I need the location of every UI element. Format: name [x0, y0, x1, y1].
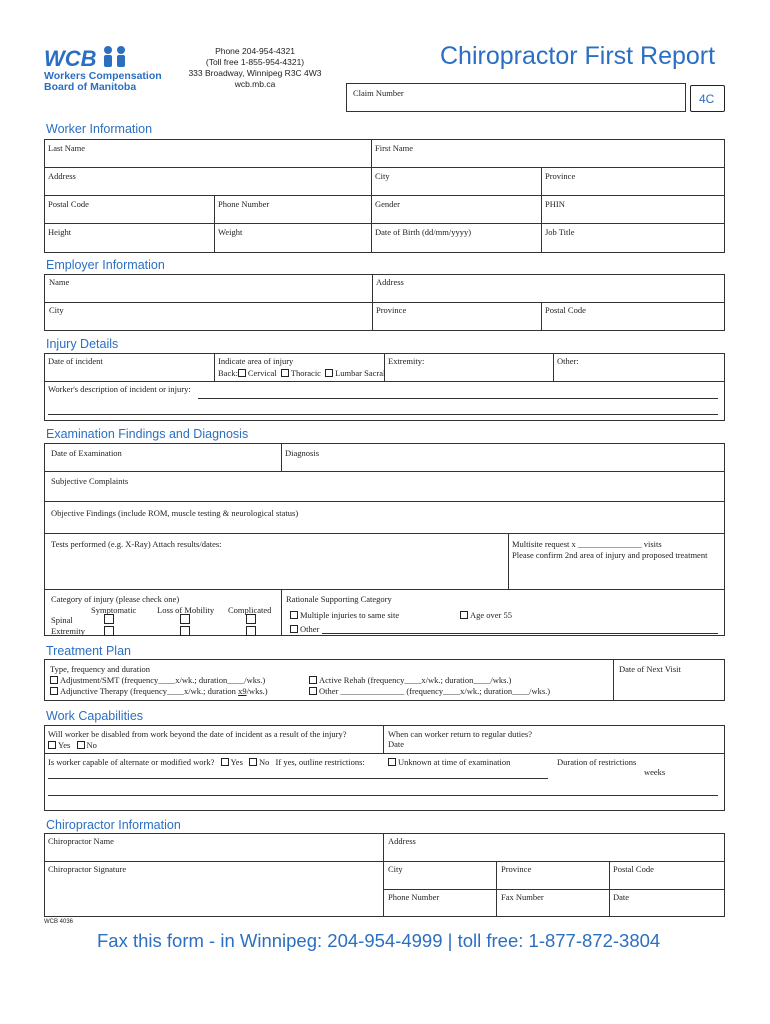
disabled-no-label: No [86, 740, 97, 750]
org-name-line2: Board of Manitoba [44, 81, 137, 93]
category-loss-mobility-label: Loss of Mobility [157, 605, 215, 615]
other-rationale-line[interactable] [322, 633, 718, 634]
worker-address[interactable]: Address [48, 171, 76, 181]
claim-number-field[interactable] [346, 83, 686, 112]
chiro-name[interactable]: Chiropractor Name [48, 836, 114, 846]
active-rehab-label: Active Rehab (frequency____x/wk.; duration____/wks.) [319, 675, 512, 685]
section-work-heading: Work Capabilities [46, 709, 144, 723]
return-question: When can worker return to regular duties? [388, 729, 532, 739]
disabled-no-checkbox[interactable] [77, 741, 85, 749]
exam-date[interactable]: Date of Examination [51, 448, 122, 458]
injury-description-line2[interactable] [48, 414, 718, 415]
chiro-postal-code[interactable]: Postal Code [613, 864, 654, 874]
worker-job-title[interactable]: Job Title [545, 227, 575, 237]
alternate-row [48, 757, 365, 767]
lumbar-checkbox[interactable] [325, 369, 333, 377]
exam-multisite[interactable]: Multisite request x _______________ visits [512, 539, 662, 549]
cervical-label: Cervical [247, 368, 277, 378]
extremity-complicated-checkbox[interactable] [246, 626, 256, 636]
injury-back-row [218, 368, 385, 378]
worker-dob[interactable]: Date of Birth (dd/mm/yyyy) [375, 227, 472, 237]
adjunctive-duration-value[interactable]: x9 [238, 686, 247, 696]
exam-subjective[interactable]: Subjective Complaints [51, 476, 129, 486]
thoracic-checkbox[interactable] [281, 369, 289, 377]
worker-height[interactable]: Height [48, 227, 72, 237]
chiro-signature[interactable]: Chiropractor Signature [48, 864, 127, 874]
employer-city[interactable]: City [49, 305, 64, 315]
worker-gender[interactable]: Gender [375, 199, 401, 209]
employer-name[interactable]: Name [49, 277, 70, 287]
page-title: Chiropractor First Report [440, 42, 716, 70]
injury-other[interactable]: Other: [557, 356, 579, 366]
adjustment-label: Adjustment/SMT (frequency____x/wk.; duration____/wks.) [60, 675, 266, 685]
chiro-date[interactable]: Date [613, 892, 630, 902]
section-worker-heading: Worker Information [46, 122, 153, 136]
treatment-type-label: Type, frequency and duration [50, 664, 150, 674]
fax-instructions: Fax this form - in Winnipeg: 204-954-4999 | toll free: 1-877-872-3804 [97, 930, 661, 951]
unknown-label: Unknown at time of examination [398, 757, 511, 767]
exam-diagnosis[interactable]: Diagnosis [285, 448, 319, 458]
alternate-yes-checkbox[interactable] [221, 758, 229, 766]
form-number: WCB 4036 [44, 919, 74, 925]
duration-weeks: weeks [644, 767, 666, 777]
duration-restrictions[interactable]: Duration of restrictions [557, 757, 637, 767]
section-employer-heading: Employer Information [46, 258, 165, 272]
alternate-no-label: No [259, 757, 270, 767]
employer-postal-code[interactable]: Postal Code [545, 305, 586, 315]
worker-city[interactable]: City [375, 171, 390, 181]
spinal-symptomatic-checkbox[interactable] [104, 614, 114, 624]
active-rehab-checkbox[interactable] [309, 676, 317, 684]
adjunctive-checkbox[interactable] [50, 687, 58, 695]
spinal-loss-mobility-checkbox[interactable] [180, 614, 190, 624]
claim-number-label: Claim Number [353, 88, 404, 98]
contact-phone: Phone 204-954-4321 [215, 46, 295, 56]
exam-confirm: Please confirm 2nd area of injury and proposed treatment [512, 550, 708, 560]
adjunctive-label-end: /wks.) [246, 686, 268, 696]
category-extremity-label: Extremity [51, 626, 85, 636]
section-treatment-heading: Treatment Plan [46, 644, 131, 658]
injury-description-line1[interactable] [198, 398, 718, 399]
worker-weight[interactable]: Weight [218, 227, 243, 237]
other-rationale-label: Other [300, 624, 320, 634]
employer-province[interactable]: Province [376, 305, 407, 315]
disabled-answer-row [48, 740, 97, 750]
outline-restrictions-label: If yes, outline restrictions: [275, 757, 365, 767]
wcb-logo [44, 44, 174, 94]
contact-web: wcb.mb.ca [234, 79, 276, 89]
worker-phone[interactable]: Phone Number [218, 199, 270, 209]
rationale-label: Rationale Supporting Category [286, 594, 392, 604]
adjustment-checkbox[interactable] [50, 676, 58, 684]
category-spinal-label: Spinal [51, 615, 73, 625]
extremity-symptomatic-checkbox[interactable] [104, 626, 114, 636]
extremity-loss-mobility-checkbox[interactable] [180, 626, 190, 636]
chiro-fax[interactable]: Fax Number [501, 892, 544, 902]
injury-area-label: Indicate area of injury [218, 356, 294, 366]
svg-text:WCB: WCB [44, 46, 97, 71]
restrictions-line2[interactable] [48, 795, 718, 796]
alternate-yes-label: Yes [230, 757, 243, 767]
contact-tollfree: (Toll free 1-855-954-4321) [205, 57, 305, 67]
lumbar-label: Lumbar Sacral [335, 368, 386, 378]
chiro-address[interactable]: Address [388, 836, 416, 846]
next-visit-date[interactable]: Date of Next Visit [619, 664, 681, 674]
back-label: Back: [218, 368, 238, 378]
unknown-row [388, 757, 510, 767]
chiro-phone[interactable]: Phone Number [388, 892, 440, 902]
rationale-other-row [290, 624, 319, 634]
worker-phin[interactable]: PHIN [545, 199, 565, 209]
injury-description-label: Worker's description of incident or injury: [48, 384, 191, 394]
exam-category-label: Category of injury (please check one) [51, 594, 180, 604]
section-exam-heading: Examination Findings and Diagnosis [46, 427, 249, 441]
worker-first-name[interactable]: First Name [375, 143, 414, 153]
form-code-badge [690, 85, 725, 112]
injury-extremity[interactable]: Extremity: [388, 356, 425, 366]
restrictions-line1[interactable] [48, 778, 548, 779]
form-code-text: 4C [699, 92, 715, 106]
adjunctive-label: Adjunctive Therapy (frequency____x/wk.; duration [60, 686, 236, 696]
spinal-complicated-checkbox[interactable] [246, 614, 256, 624]
worker-postal-code[interactable]: Postal Code [48, 199, 89, 209]
category-complicated-label: Complicated [228, 605, 272, 615]
return-date[interactable]: Date [388, 739, 405, 749]
org-name-line1: Workers Compensation [44, 70, 162, 82]
alternate-no-checkbox[interactable] [249, 758, 257, 766]
rationale-age-row [460, 610, 512, 620]
multiple-injuries-checkbox[interactable] [290, 611, 298, 619]
category-symptomatic-label: Symptomatic [91, 605, 137, 615]
disabled-yes-checkbox[interactable] [48, 741, 56, 749]
contact-address: 333 Broadway, Winnipeg R3C 4W3 [188, 68, 322, 78]
injury-date[interactable]: Date of incident [48, 356, 103, 366]
other-treatment-checkbox[interactable] [309, 687, 317, 695]
other-rationale-checkbox[interactable] [290, 625, 298, 633]
disabled-yes-label: Yes [58, 740, 71, 750]
age-over-55-checkbox[interactable] [460, 611, 468, 619]
employer-address[interactable]: Address [376, 277, 404, 287]
chiro-table [44, 833, 725, 917]
section-injury-heading: Injury Details [46, 337, 119, 351]
multiple-injuries-label: Multiple injuries to same site [300, 610, 400, 620]
section-chiro-heading: Chiropractor Information [46, 818, 181, 832]
adjunctive-row [50, 686, 268, 696]
other-treatment-row [309, 686, 550, 696]
thoracic-label: Thoracic [290, 368, 321, 378]
cervical-checkbox[interactable] [238, 369, 246, 377]
active-rehab-row [309, 675, 511, 685]
rationale-multiple-row [290, 610, 399, 620]
chiro-city[interactable]: City [388, 864, 403, 874]
adjustment-row [50, 675, 265, 685]
alternate-question: Is worker capable of alternate or modified work? [48, 757, 215, 767]
chiro-province[interactable]: Province [501, 864, 532, 874]
exam-objective[interactable]: Objective Findings (include ROM, muscle testing & neurological status) [51, 508, 299, 518]
worker-last-name[interactable]: Last Name [48, 143, 86, 153]
other-treatment-label: Other _______________ (frequency____x/wk.; duration____/wks.) [319, 686, 551, 696]
age-over-55-label: Age over 55 [470, 610, 513, 620]
contact-block [180, 46, 330, 90]
disabled-question: Will worker be disabled from work beyond the date of incident as a result of the injury? [48, 729, 347, 739]
worker-province[interactable]: Province [545, 171, 576, 181]
unknown-checkbox[interactable] [388, 758, 396, 766]
exam-tests[interactable]: Tests performed (e.g. X-Ray) Attach results/dates: [51, 539, 222, 549]
